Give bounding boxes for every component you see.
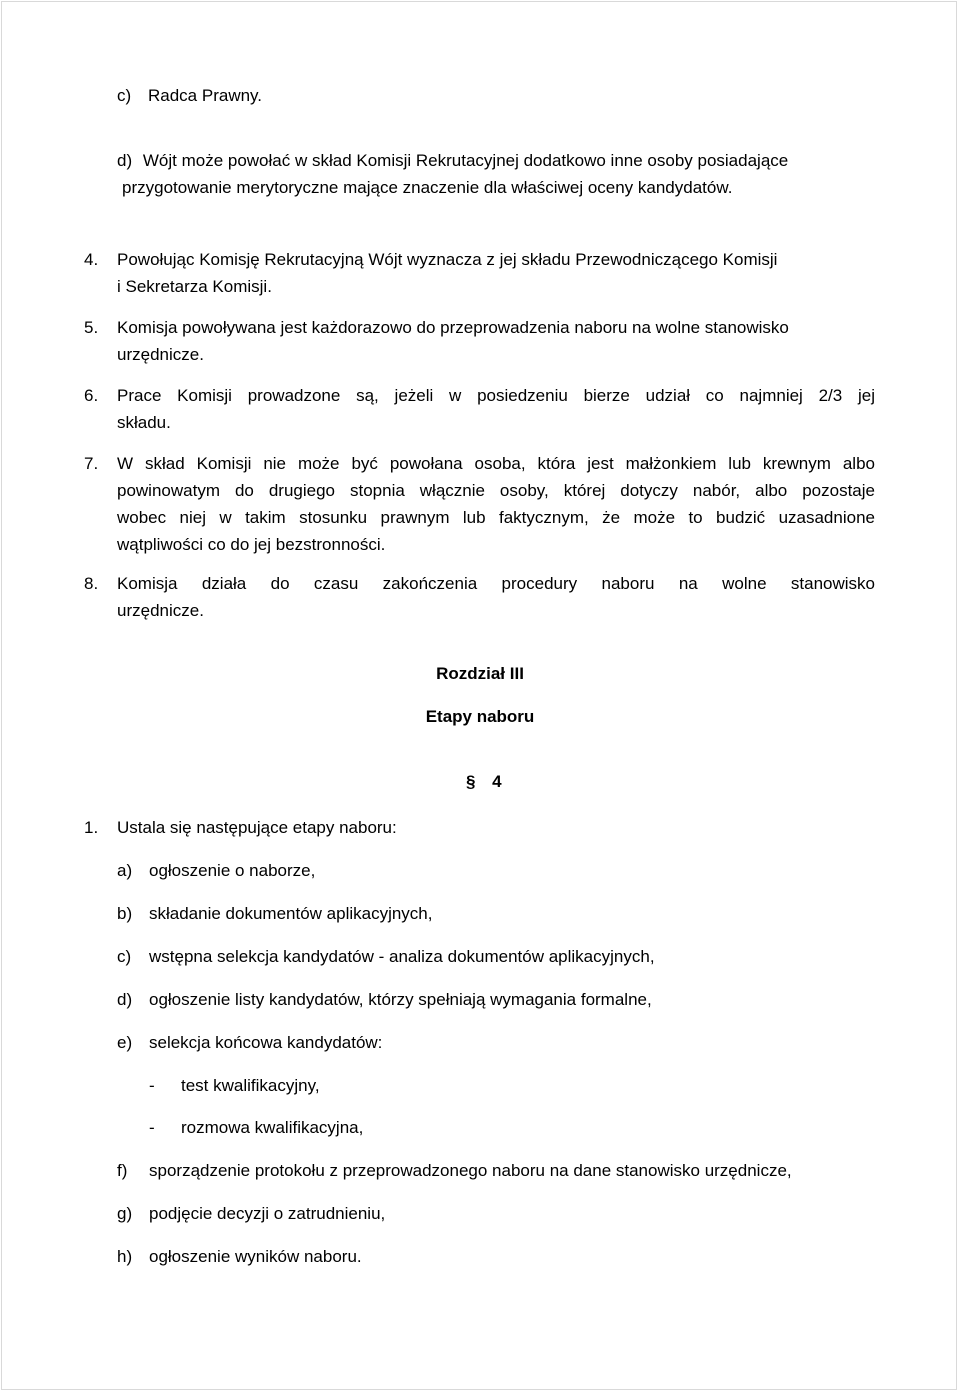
section-sign-heading: § 4 [466, 772, 508, 791]
paragraph-line2: składu. [117, 413, 171, 432]
list-marker: - [149, 1118, 155, 1137]
stage-item [117, 943, 655, 970]
list-item-c [117, 82, 263, 109]
list-item-text-line2: przygotowanie merytoryczne mające znaczenie dla właściwej oceny kandydatów. [122, 178, 733, 197]
paragraph-5 [84, 314, 875, 368]
chapter-subtitle: Etapy naboru [425, 707, 535, 726]
list-marker: g) [117, 1204, 133, 1223]
list-item-text: rozmowa kwalifikacyjna, [181, 1118, 364, 1137]
paragraph-1 [84, 814, 397, 841]
list-marker: d) [117, 151, 133, 170]
list-item-text: ogłoszenie wyników naboru. [149, 1247, 362, 1266]
paragraph-line1: Komisja działa do czasu zakończenia procedury naboru na wolne stanowisko [117, 574, 875, 593]
stage-item [117, 1200, 386, 1227]
paragraph-number: 6. [84, 386, 99, 405]
paragraph-number: 5. [84, 318, 99, 337]
paragraph-8 [84, 570, 875, 624]
list-marker: c) [117, 947, 132, 966]
paragraph-line4: wątpliwości co do jej bezstronności. [117, 535, 386, 554]
list-item-text: Radca Prawny. [148, 86, 263, 105]
substage-item [149, 1114, 364, 1141]
list-item-text-line1: Wójt może powołać w skład Komisji Rekrutacyjnej dodatkowo inne osoby posiadające [142, 151, 789, 170]
substage-item [149, 1072, 320, 1099]
paragraph-6 [84, 382, 875, 436]
paragraph-number: 8. [84, 574, 99, 593]
stage-item [117, 1029, 383, 1056]
paragraph-line1: Powołując Komisję Rekrutacyjną Wójt wyznacza z jej składu Przewodniczącego Komisji [117, 250, 778, 269]
paragraph-4 [84, 246, 875, 300]
list-marker: a) [117, 861, 133, 880]
paragraph-line2: powinowatym do drugiego stopnia włącznie osoby, której dotyczy nabór, albo pozostaje [117, 481, 875, 500]
paragraph-line1: W skład Komisji nie może być powołana osoba, która jest małżonkiem lub krewnym albo [117, 454, 875, 473]
paragraph-line2: urzędnicze. [117, 601, 204, 620]
list-item-text: sporządzenie protokołu z przeprowadzonego naboru na dane stanowisko urzędnicze, [149, 1161, 792, 1180]
list-item-text: wstępna selekcja kandydatów - analiza dokumentów aplikacyjnych, [149, 947, 655, 966]
list-marker: b) [117, 904, 133, 923]
paragraph-number: 1. [84, 818, 99, 837]
list-item-text: podjęcie decyzji o zatrudnieniu, [149, 1204, 386, 1223]
list-marker: c) [117, 86, 132, 105]
list-marker: h) [117, 1247, 133, 1266]
paragraph-number: 7. [84, 454, 99, 473]
list-marker: f) [117, 1161, 128, 1180]
stage-item [117, 1157, 792, 1184]
list-item-d [117, 147, 875, 201]
chapter-title: Rozdział III [436, 664, 524, 683]
paragraph-line2: i Sekretarza Komisji. [117, 277, 272, 296]
list-item-text: ogłoszenie o naborze, [149, 861, 316, 880]
list-item-text: składanie dokumentów aplikacyjnych, [149, 904, 433, 923]
stage-item [117, 857, 316, 884]
list-marker: - [149, 1076, 155, 1095]
paragraph-line3: wobec niej w takim stosunku prawnym lub faktycznym, że może to budzić uzasadnione [117, 508, 875, 527]
paragraph-7 [84, 450, 875, 558]
list-item-line [117, 147, 875, 174]
paragraph-number: 4. [84, 250, 99, 269]
stage-item [117, 900, 433, 927]
list-item-text: ogłoszenie listy kandydatów, którzy spełniają wymagania formalne, [149, 990, 652, 1009]
stage-item [117, 1243, 362, 1270]
paragraph-line1: Prace Komisji prowadzone są, jeżeli w posiedzeniu bierze udział co najmniej 2/3 jej [117, 386, 875, 405]
stage-item [117, 986, 652, 1013]
list-marker: d) [117, 990, 133, 1009]
paragraph-line1: Komisja powoływana jest każdorazowo do przeprowadzenia naboru na wolne stanowisko [117, 318, 789, 337]
list-item-text: selekcja końcowa kandydatów: [149, 1033, 383, 1052]
paragraph-line2: urzędnicze. [117, 345, 204, 364]
list-marker: e) [117, 1033, 133, 1052]
paragraph-text: Ustala się następujące etapy naboru: [117, 818, 397, 837]
list-item-text: test kwalifikacyjny, [181, 1076, 320, 1095]
